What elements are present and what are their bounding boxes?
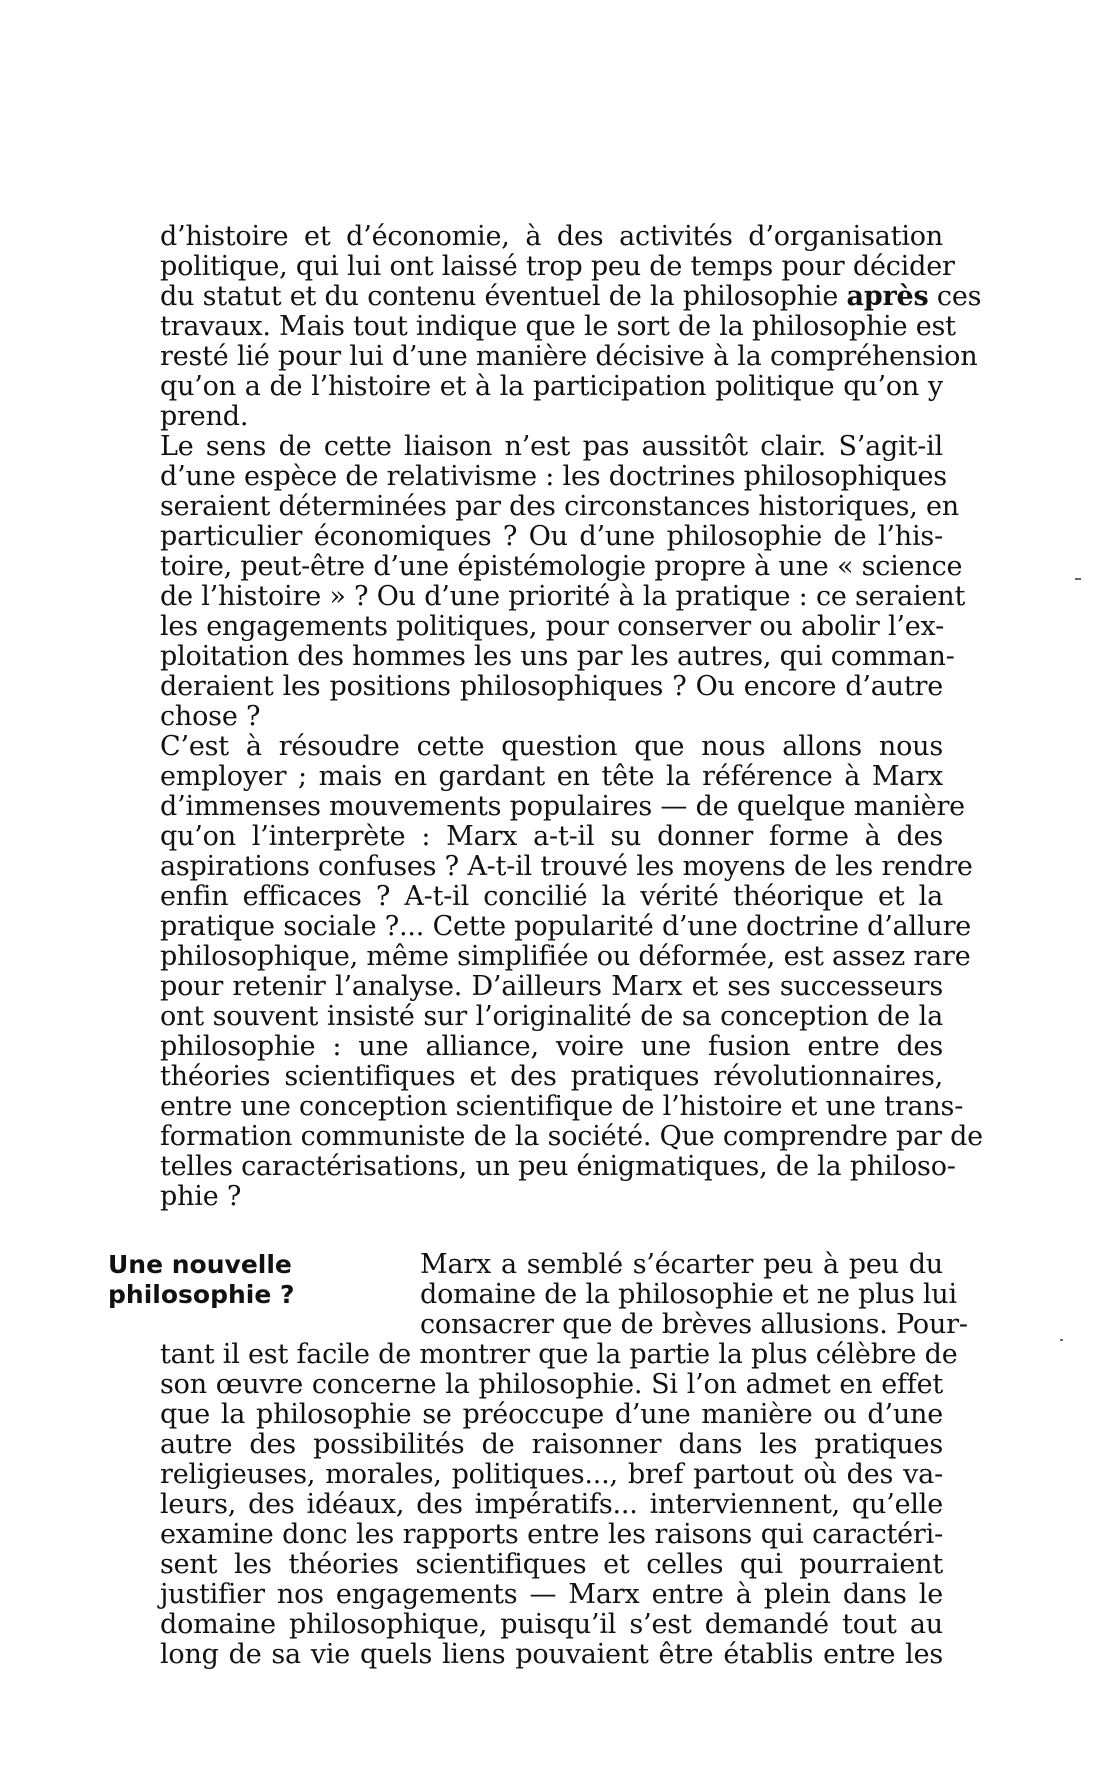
- text-line: entre une conception scientifique de l’histoire et une trans-: [160, 1091, 964, 1122]
- text-line: telles caractérisations, un peu énigmatiques, de la philoso-: [160, 1151, 956, 1182]
- text-line: travaux. Mais tout indique que le sort de la philosophie est: [160, 311, 956, 342]
- text-line: ploitation des hommes les uns par les autres, qui comman-: [160, 641, 955, 672]
- text-line: religieuses, morales, politiques..., bref partout où des va-: [160, 1459, 943, 1490]
- text-line: long de sa vie quels liens pouvaient être établis entre les: [160, 1639, 943, 1670]
- section-heading-line: philosophie ?: [108, 1280, 295, 1309]
- text-line: théories scientifiques et des pratiques révolutionnaires,: [160, 1061, 943, 1092]
- text-line: politique, qui lui ont laissé trop peu de temps pour décider: [160, 251, 955, 282]
- text-line: justifier nos engagements — Marx entre à plein dans le: [160, 1579, 943, 1610]
- text-line: formation communiste de la société. Que comprendre par de: [160, 1121, 983, 1152]
- text-line: Marx a semblé s’écarter peu à peu du: [420, 1249, 943, 1280]
- text-line: consacrer que de brèves allusions. Pour-: [420, 1309, 968, 1340]
- text-line: domaine philosophique, puisqu’il s’est demandé tout au: [160, 1609, 943, 1640]
- text-line: employer ; mais en gardant en tête la référence à Marx: [160, 761, 943, 792]
- text-line: pratique sociale ?... Cette popularité d’une doctrine d’allure: [160, 911, 972, 942]
- text-line: toire, peut-être d’une épistémologie propre à une « science: [160, 551, 963, 582]
- text-line: aspirations confuses ? A-t-il trouvé les moyens de les rendre: [160, 851, 973, 882]
- section-heading-line: Une nouvelle: [108, 1250, 292, 1279]
- text-segment: du statut et du contenu éventuel de la philosophie: [160, 281, 839, 312]
- text-line: d’immenses mouvements populaires — de quelque manière: [160, 791, 965, 822]
- text-line: domaine de la philosophie et ne plus lui: [420, 1279, 957, 1310]
- text-line: philosophique, même simplifiée ou déformée, est assez rare: [160, 941, 971, 972]
- text-line: sent les théories scientifiques et celles qui pourraient: [160, 1549, 943, 1580]
- text-line: prend.: [160, 401, 249, 432]
- text-line: les engagements politiques, pour conserver ou abolir l’ex-: [160, 611, 945, 642]
- text-line: qu’on l’interprète : Marx a-t-il su donner forme à des: [160, 821, 943, 852]
- paragraph-2: [160, 431, 966, 732]
- text-line: tant il est facile de montrer que la partie la plus célèbre de: [160, 1339, 958, 1370]
- scan-speck: [1060, 1339, 1063, 1341]
- text-line: enfin efficaces ? A-t-il concilié la vérité théorique et la: [160, 881, 943, 912]
- text-segment: ces: [936, 281, 982, 312]
- section-body: [160, 1339, 958, 1670]
- text-line: qu’on a de l’histoire et à la participation politique qu’on y: [160, 371, 943, 402]
- text-line: [160, 281, 982, 312]
- text-line: ont souvent insisté sur l’originalité de sa conception de la: [160, 1001, 943, 1032]
- emphasis-word: après: [846, 281, 929, 312]
- text-line: deraient les positions philosophiques ? Ou encore d’autre: [160, 671, 943, 702]
- text-line: examine donc les rapports entre les raisons qui caractéri-: [160, 1519, 943, 1550]
- text-line: C’est à résoudre cette question que nous allons nous: [160, 731, 943, 762]
- text-line: phie ?: [160, 1181, 242, 1212]
- paragraph-3: [160, 731, 983, 1212]
- text-line: seraient déterminées par des circonstances historiques, en: [160, 491, 959, 522]
- section-heading: [108, 1250, 338, 1310]
- text-line: leurs, des idéaux, des impératifs... interviennent, qu’elle: [160, 1489, 943, 1520]
- scan-speck: [1075, 578, 1081, 580]
- text-line: autre des possibilités de raisonner dans les pratiques: [160, 1429, 943, 1460]
- text-line: son œuvre concerne la philosophie. Si l’on admet en effet: [160, 1369, 943, 1400]
- text-line: particulier économiques ? Ou d’une philosophie de l’his-: [160, 521, 943, 552]
- text-line: d’histoire et d’économie, à des activités d’organisation: [160, 221, 943, 252]
- section-intro: [420, 1249, 968, 1340]
- paragraph-1: [160, 221, 982, 432]
- text-line: pour retenir l’analyse. D’ailleurs Marx et ses successeurs: [160, 971, 943, 1002]
- text-line: resté lié pour lui d’une manière décisive à la compréhension: [160, 341, 978, 372]
- text-line: Le sens de cette liaison n’est pas aussitôt clair. S’agit-il: [160, 431, 943, 462]
- text-line: que la philosophie se préoccupe d’une manière ou d’une: [160, 1399, 943, 1430]
- text-line: chose ?: [160, 701, 261, 732]
- text-line: philosophie : une alliance, voire une fusion entre des: [160, 1031, 943, 1062]
- text-line: de l’histoire » ? Ou d’une priorité à la pratique : ce seraient: [160, 581, 966, 612]
- text-line: d’une espèce de relativisme : les doctrines philosophiques: [160, 461, 947, 492]
